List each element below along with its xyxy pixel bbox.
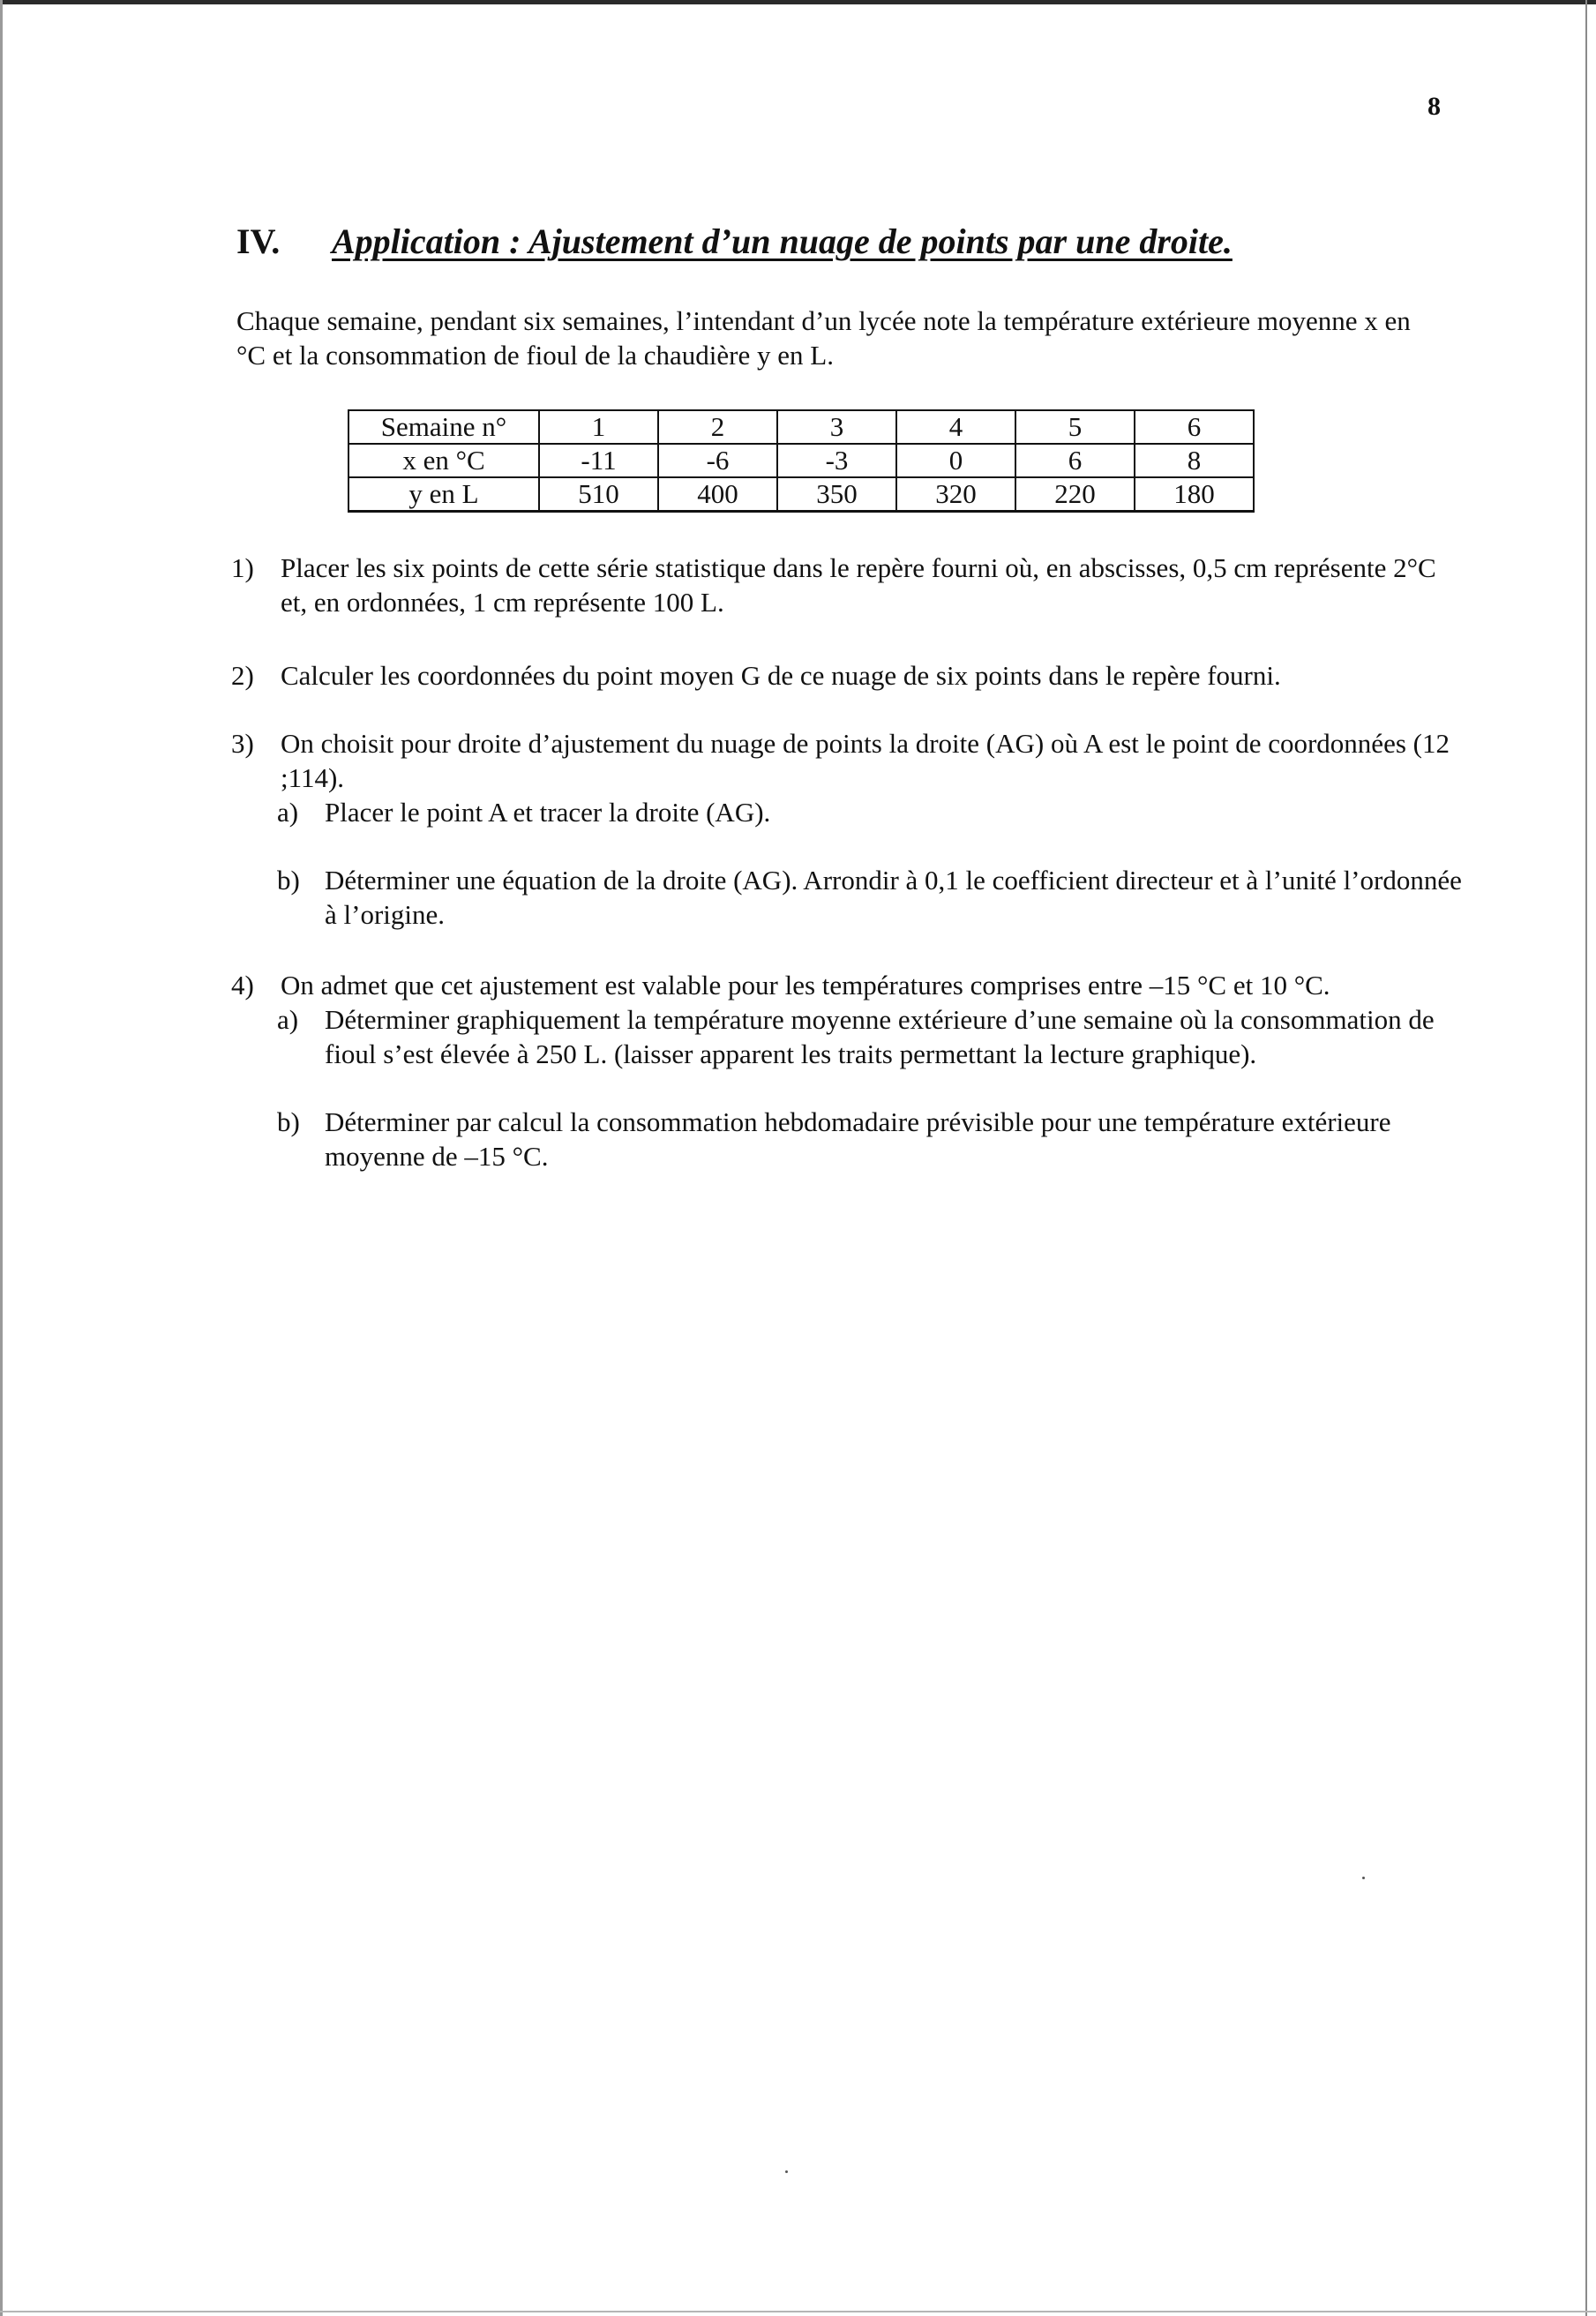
table-cell: 2 <box>658 410 777 444</box>
table-row <box>348 477 1254 512</box>
scan-edge-right <box>1585 0 1587 2316</box>
section-title: Application : Ajustement d’un nuage de points par une droite. <box>332 221 1233 261</box>
scan-speck <box>785 2170 788 2173</box>
sub-question-3a <box>277 795 1466 829</box>
section-heading <box>236 221 1233 262</box>
table-cell: -11 <box>539 444 658 477</box>
question-1 <box>231 551 1466 619</box>
question-3 <box>231 726 1466 932</box>
scan-edge-bottom <box>0 2311 1596 2312</box>
table-cell: 6 <box>1135 410 1254 444</box>
sub-question-text: Déterminer graphiquement la température moyenne extérieure d’une semaine où la consommation de fioul s’est élevée à 250 L. (laisser apparent les traits permettant la lecture graphique). <box>325 1004 1435 1069</box>
table-cell: -3 <box>777 444 896 477</box>
question-number: 1) <box>231 552 254 583</box>
section-number: IV. <box>236 221 281 261</box>
question-number: 2) <box>231 660 254 691</box>
table-row <box>348 444 1254 477</box>
question-number: 3) <box>231 728 254 759</box>
question-text: Placer les six points de cette série statistique dans le repère fourni où, en abscisses, 0,5 cm représente 2°C et, en ordonnées, 1 cm représente 100 L. <box>281 552 1436 618</box>
table-cell: 4 <box>896 410 1015 444</box>
sub-question-4a <box>277 1002 1466 1071</box>
question-number: 4) <box>231 970 254 1001</box>
table-cell: 0 <box>896 444 1015 477</box>
sub-question-label: a) <box>277 1004 299 1035</box>
question-text: On admet que cet ajustement est valable pour les températures comprises entre –15 °C et 10 °C. <box>281 970 1330 1001</box>
table-cell: 350 <box>777 477 896 512</box>
table-cell: 1 <box>539 410 658 444</box>
sub-question-text: Déterminer une équation de la droite (AG). Arrondir à 0,1 le coefficient directeur et à l’unité l’ordonnée à l’origine. <box>325 865 1462 930</box>
intro-paragraph: Chaque semaine, pendant six semaines, l’intendant d’un lycée note la température extérieure moyenne x en °C et la consommation de fioul de la chaudière y en L. <box>236 305 1411 371</box>
question-text: On choisit pour droite d’ajustement du nuage de points la droite (AG) où A est le point de coordonnées (12 ;114). <box>281 728 1450 793</box>
table-cell: 180 <box>1135 477 1254 512</box>
table-cell: 5 <box>1015 410 1135 444</box>
sub-question-4b <box>277 1105 1466 1173</box>
table-cell: 510 <box>539 477 658 512</box>
sub-question-label: a) <box>277 797 299 828</box>
table-row <box>348 410 1254 444</box>
page-number: 8 <box>1427 92 1441 121</box>
sub-question-label: b) <box>277 1106 300 1137</box>
row-header: Semaine n° <box>348 410 539 444</box>
scan-edge-top <box>0 0 1596 4</box>
table-cell: 320 <box>896 477 1015 512</box>
data-table <box>348 409 1255 513</box>
table-cell: 8 <box>1135 444 1254 477</box>
table-cell: 3 <box>777 410 896 444</box>
sub-question-text: Déterminer par calcul la consommation hebdomadaire prévisible pour une température extérieure moyenne de –15 °C. <box>325 1106 1391 1172</box>
table-cell: -6 <box>658 444 777 477</box>
question-2 <box>231 658 1466 693</box>
question-4 <box>231 968 1466 1173</box>
scan-speck <box>1362 1877 1365 1879</box>
scan-edge-left <box>0 0 3 2316</box>
row-header: x en °C <box>348 444 539 477</box>
table-cell: 6 <box>1015 444 1135 477</box>
question-text: Calculer les coordonnées du point moyen G de ce nuage de six points dans le repère fourni. <box>281 660 1281 691</box>
sub-question-text: Placer le point A et tracer la droite (AG). <box>325 797 771 828</box>
table-cell: 220 <box>1015 477 1135 512</box>
sub-question-label: b) <box>277 865 300 896</box>
row-header: y en L <box>348 477 539 512</box>
table-cell: 400 <box>658 477 777 512</box>
sub-question-3b <box>277 863 1466 932</box>
